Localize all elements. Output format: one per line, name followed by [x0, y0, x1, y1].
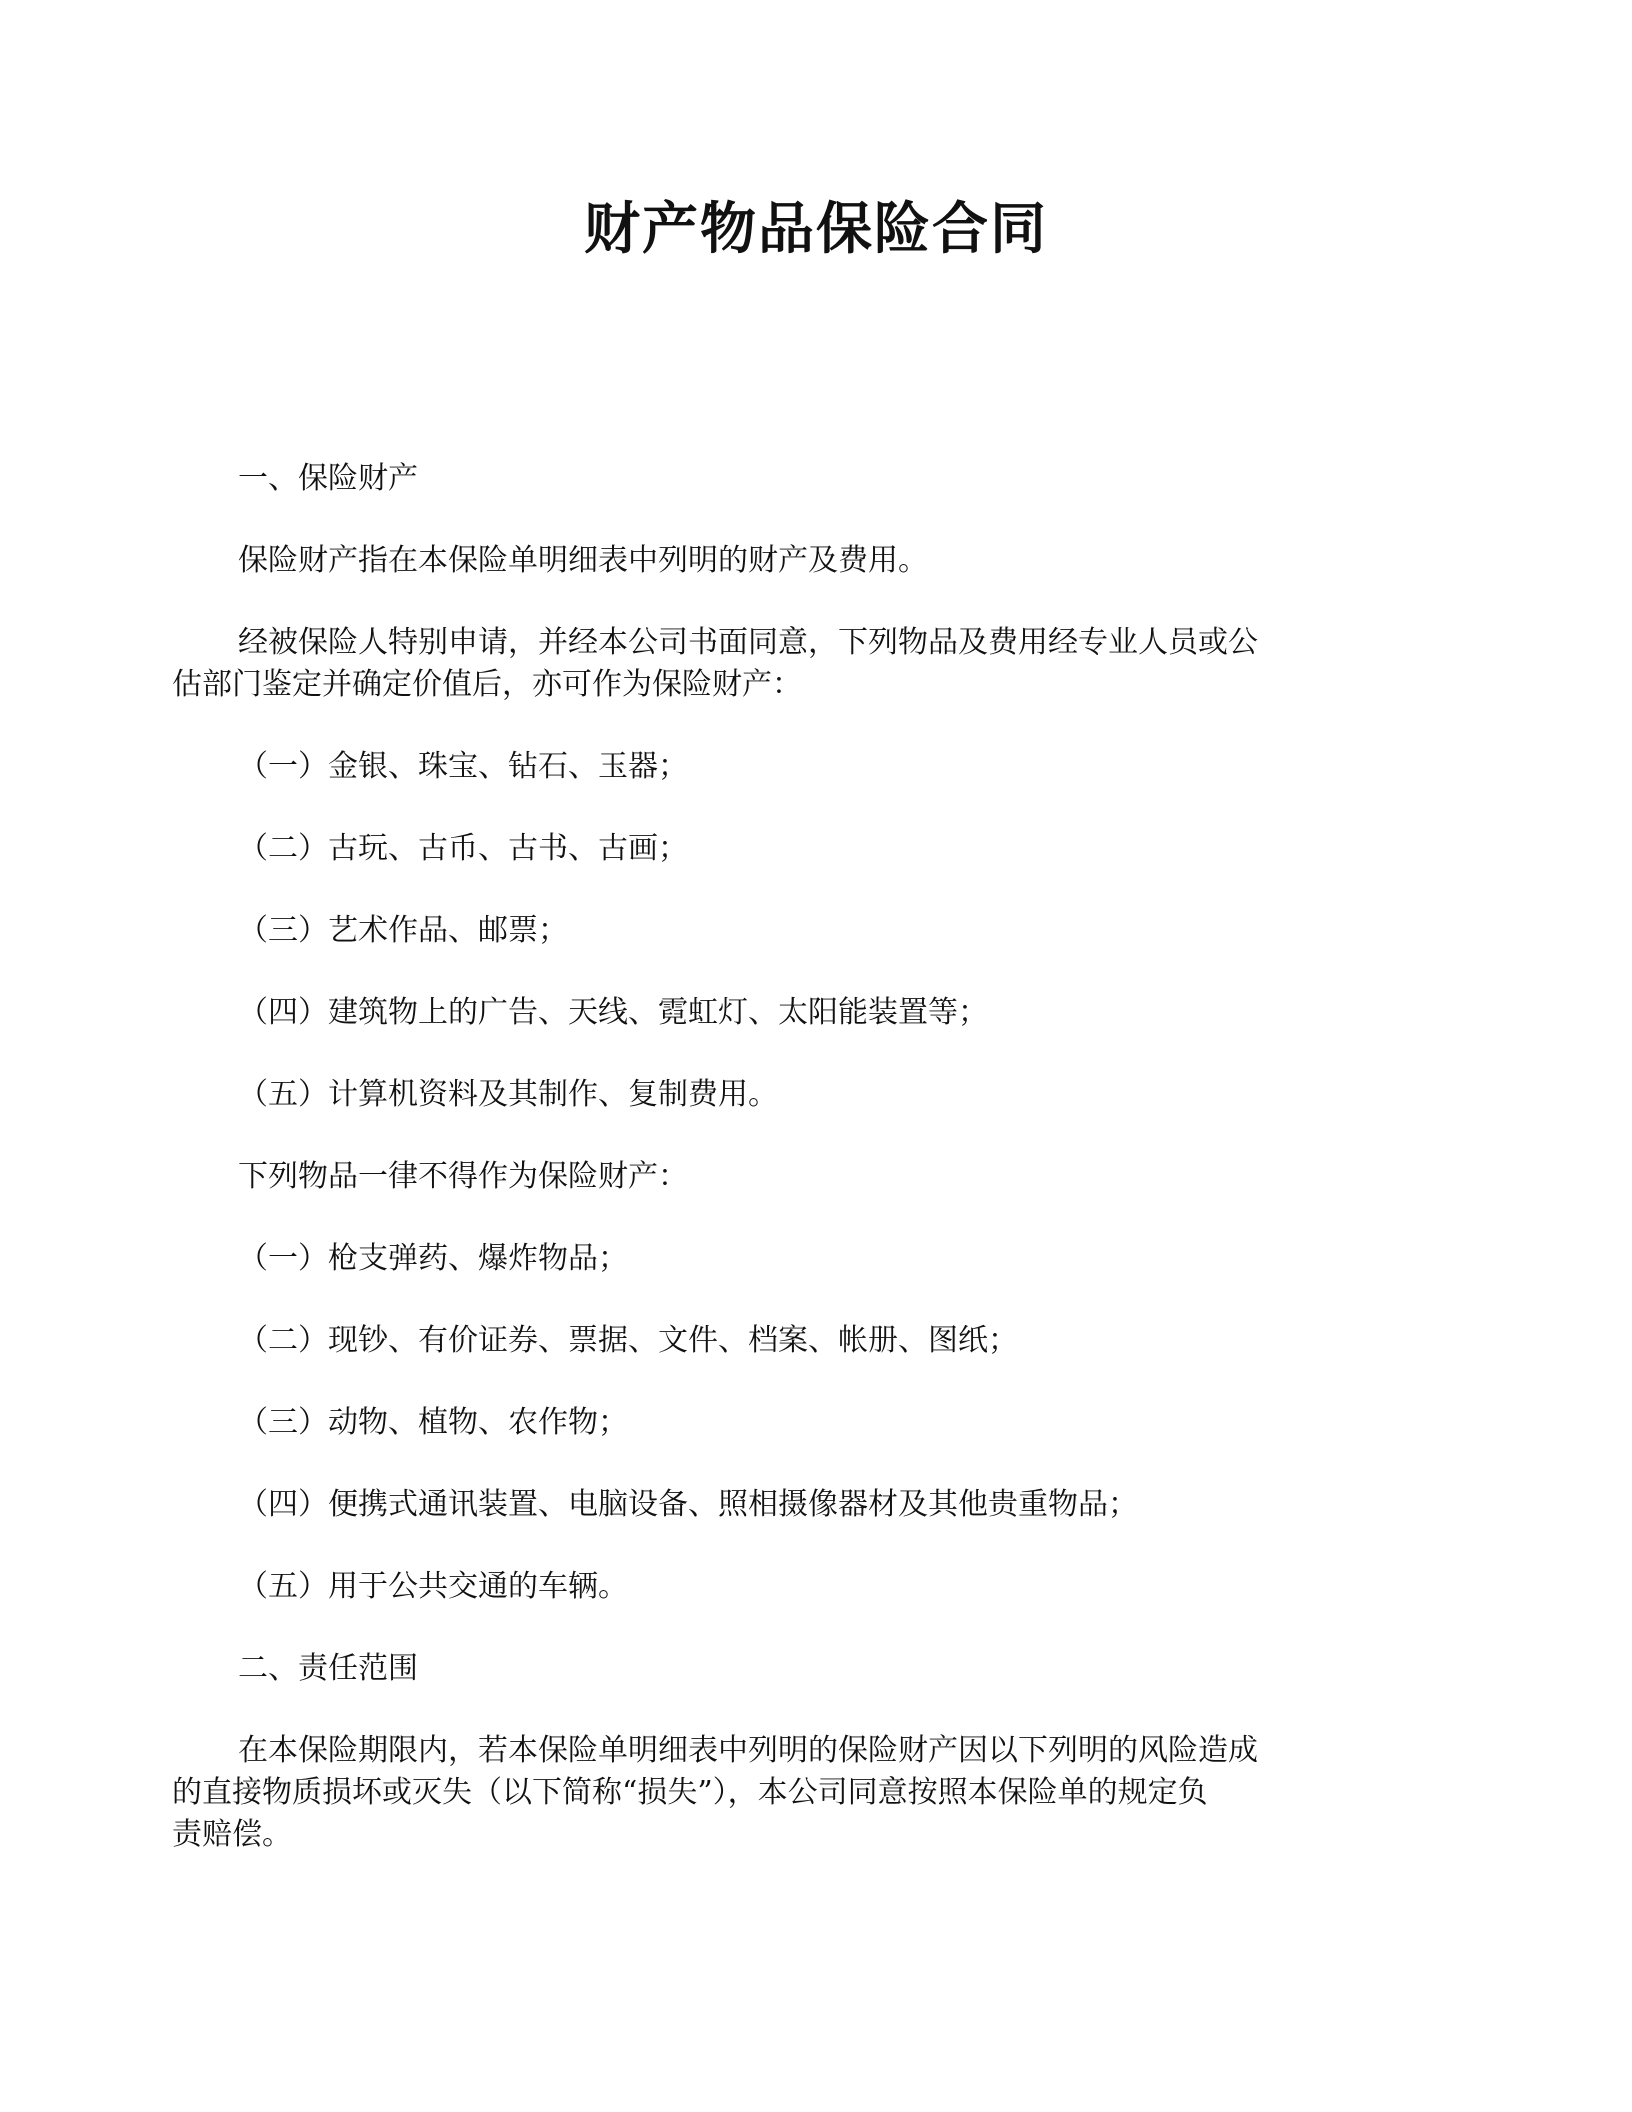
paragraph-line: 在本保险期限内，若本保险单明细表中列明的保险财产因以下列明的风险造成	[238, 1733, 1258, 1768]
list-item: （四）建筑物上的广告、天线、霓虹灯、太阳能装置等；	[238, 995, 988, 1030]
list-item: （三）动物、植物、农作物；	[238, 1405, 628, 1440]
list-item: （四）便携式通讯装置、电脑设备、照相摄像器材及其他贵重物品；	[238, 1487, 1138, 1522]
paragraph-line: 的直接物质损坏或灭失（以下简称“损失”），本公司同意按照本保险单的规定负	[172, 1775, 1208, 1810]
paragraph: 下列物品一律不得作为保险财产：	[238, 1159, 688, 1194]
paragraph: 保险财产指在本保险单明细表中列明的财产及费用。	[238, 543, 928, 578]
paragraph-line: 经被保险人特别申请，并经本公司书面同意，下列物品及费用经专业人员或公	[238, 625, 1258, 660]
list-item: （三）艺术作品、邮票；	[238, 913, 568, 948]
list-item: （一）金银、珠宝、钻石、玉器；	[238, 749, 688, 784]
list-item: （五）计算机资料及其制作、复制费用。	[238, 1077, 778, 1112]
list-item: （五）用于公共交通的车辆。	[238, 1569, 628, 1604]
document-title: 财产物品保险合同	[584, 197, 1048, 262]
paragraph-line: 估部门鉴定并确定价值后，亦可作为保险财产：	[172, 667, 802, 702]
list-item: （二）古玩、古币、古书、古画；	[238, 831, 688, 866]
section-heading: 一、保险财产	[238, 461, 418, 496]
list-item: （一）枪支弹药、爆炸物品；	[238, 1241, 628, 1276]
paragraph-line: 责赔偿。	[172, 1817, 292, 1852]
list-item: （二）现钞、有价证券、票据、文件、档案、帐册、图纸；	[238, 1323, 1018, 1358]
section-heading: 二、责任范围	[238, 1651, 418, 1686]
